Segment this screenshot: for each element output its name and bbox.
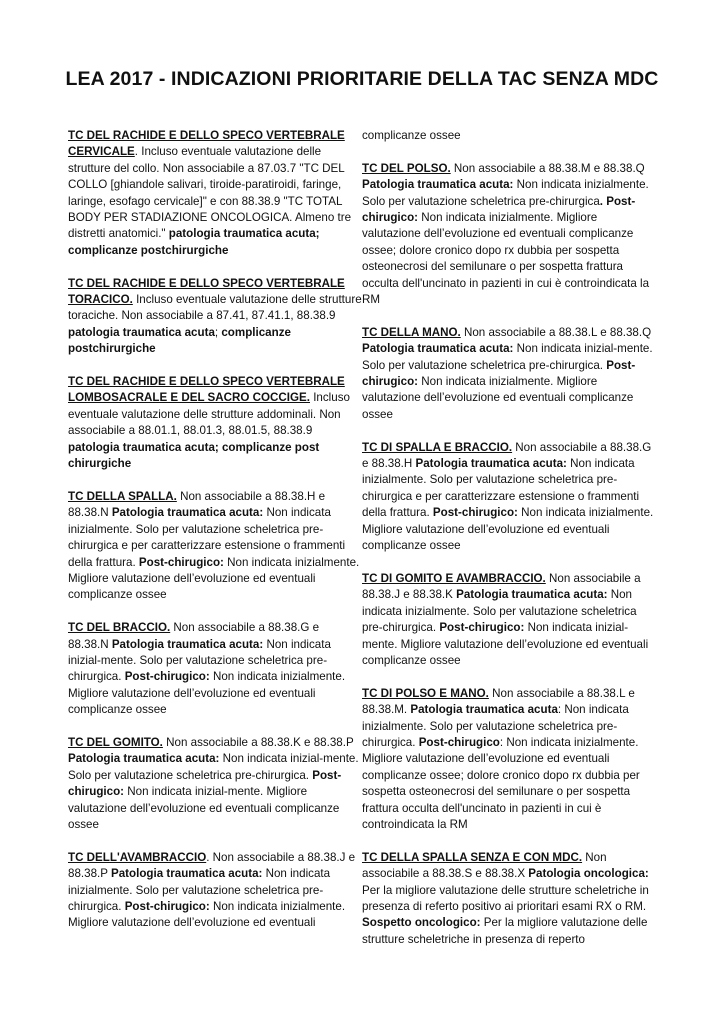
entry-label-traumatica: Patologia traumatica acuta: — [362, 342, 514, 356]
entry-label-sospetto: Sospetto oncologico: — [362, 916, 481, 930]
entry-body: Non associabile a 88.38.L e 88.38.Q — [460, 325, 652, 339]
entry-body-2: Per la migliore valutazione delle strutture scheletriche in presenza di referto positivo ai prioritari esami RX o RM. — [362, 883, 649, 913]
entry-body-2: Non indicata inizial-mente. Solo per valutazione scheletrica pre-chirurgica. — [68, 752, 359, 782]
entry-heading: TC DELLA SPALLA. — [68, 489, 177, 503]
entry-label-traumatica: Patologia traumatica acuta: — [111, 506, 264, 520]
entry-label-postchirurgico: Post-chirugico: — [432, 506, 518, 520]
entry-gomito-avambraccio — [362, 571, 656, 669]
entry-body: Non associabile a 88.38.G e 88.38.N — [68, 621, 320, 651]
left-column — [68, 128, 362, 932]
entry-body: Non associabile a 88.38.G e 88.38.H — [362, 440, 652, 471]
entry-rachide-toracico — [68, 276, 362, 358]
entry-spalla — [68, 489, 362, 604]
entry-heading: TC DI GOMITO E AVAMBRACCIO. — [362, 571, 546, 585]
entry-polso-mano — [362, 686, 656, 834]
entry-heading: TC DEL POLSO. — [362, 161, 451, 175]
entry-body-2: Non indicata inizialmente. Solo per valutazione scheletrica pre-chirurgica e per caratterizzare estensione o frammenti della frattura. — [362, 457, 640, 520]
entry-label-traumatica: Patologia traumatica acuta — [410, 703, 558, 717]
entry-body-3: Non indicata inizialmente. Migliore valutazione dell’evoluzione ed eventuali complicanze ossee — [362, 375, 634, 421]
entry-avambraccio — [68, 850, 362, 932]
entry-label-postchirurgico: Post-chirugico: — [362, 358, 636, 389]
entry-label-postchirurgico: Post-chirugico: — [124, 900, 210, 913]
entry-spalla-braccio — [362, 440, 656, 555]
entry-body-3: Non indicata inizialmente. Migliore valutazione dell’evoluzione ed eventuali complicanze ossee; dolore cronico dopo rx dubbia per sospetta osteonecrosi del semilunare o per sospetta frattura occulta dell'uncinato in pazienti in cui è controindicata la RM — [362, 211, 650, 307]
entry-label-traumatica: Patologia traumatica acuta: — [111, 637, 264, 651]
entry-heading: TC DEL RACHIDE E DELLO SPECO VERTEBRALE CERVICALE — [68, 129, 345, 159]
entry-heading: TC DELLA SPALLA SENZA E CON MDC. — [362, 850, 583, 864]
entry-heading: TC DEL RACHIDE E DELLO SPECO VERTEBRALE TORACICO. — [68, 276, 345, 307]
entry-body: Non associabile a 88.38.M e 88.38.Q — [450, 161, 645, 175]
entry-body-3: Per la migliore valutazione delle strutture scheletriche in presenza di reperto — [362, 916, 648, 946]
entry-heading: TC DELLA MANO. — [362, 325, 461, 339]
entry-label-traumatica: Patologia traumatica acuta: — [415, 457, 567, 471]
entry-body-3: : Non indicata inizialmente. Migliore valutazione dell’evoluzione ed eventuali complicanze ossee; dolore cronico dopo rx dubbia per sospetta osteonecrosi del semilunare o per sospetta frattura occulta dell'uncinato in pazienti in cui è controindicata la RM — [362, 735, 640, 831]
entry-heading: TC DELL'AVAMBRACCIO — [68, 850, 207, 864]
entry-heading: TC DEL GOMITO. — [68, 735, 163, 749]
right-column — [362, 128, 656, 948]
entry-body-2: Non indicata inizialmente. Solo per valutazione scheletrica pre-chirurgica. — [362, 588, 637, 635]
entry-body-3: Non indicata inizialmente. Migliore valutazione dell’evoluzione ed eventuali — [68, 900, 346, 930]
entry-rachide-cervicale — [68, 128, 362, 259]
entry-heading: TC DEL RACHIDE E DELLO SPECO VERTEBRALE LOMBOSACRALE E DEL SACRO COCCIGE. — [68, 375, 345, 405]
entry-indication-2: complicanze postchirurgiche — [68, 325, 291, 356]
entry-heading: TC DEL BRACCIO. — [68, 621, 171, 635]
entry-separator: ; — [214, 325, 222, 339]
entry-body-3: Non indicata inizialmente. Migliore valutazione dell’evoluzione ed eventuali complicanze ossee — [362, 506, 654, 553]
entry-continuation: complicanze ossee — [362, 129, 461, 142]
entry-heading: TC DI SPALLA E BRACCIO. — [362, 440, 513, 454]
entry-label-postchirurgico: Post-chirugico: — [138, 555, 224, 569]
entry-body: Non associabile a 88.38.S e 88.38.X — [362, 850, 607, 881]
entry-gomito — [68, 735, 362, 833]
entry-body: Non associabile a 88.38.J e 88.38.K — [362, 571, 641, 602]
entry-body-2: Non indicata inizialmente. Solo per valutazione scheletrica pre-chirurgica — [362, 178, 649, 208]
entry-body-3: Non indicata inizialmente. Migliore valutazione dell’evoluzione ed eventuali complicanze ossee — [68, 555, 360, 602]
entry-body: Incluso eventuale valutazione delle strutture toraciche. Non associabile a 87.41, 87.41.1, 88.38.9 — [68, 293, 362, 323]
entry-label-postchirurgico: . Post-chirugico: — [362, 194, 636, 225]
entry-indication: patologia traumatica acuta — [68, 325, 215, 339]
entry-body: Non associabile a 88.38.K e 88.38.P — [162, 735, 354, 749]
entry-rachide-lombosacrale — [68, 374, 362, 472]
entry-indication: patologia traumatica acuta; complicanze post chirurgiche — [68, 440, 320, 471]
entry-body-2: Non indicata inizial-mente. Solo per valutazione scheletrica pre-chirurgica. — [362, 342, 653, 372]
entry-body-3: Non indicata inizialmente. Migliore valutazione dell’evoluzione ed eventuali complicanze ossee — [68, 670, 346, 717]
entry-label-postchirurgico: Post-chirugico: — [124, 670, 210, 684]
entry-mano — [362, 325, 656, 423]
entry-body: Non associabile a 88.38.L e 88.38.M. — [362, 686, 635, 717]
entry-label-oncologica: Patologia oncologica: — [528, 867, 649, 881]
entry-body-3: Non indicata inizial-mente. Migliore valutazione dell’evoluzione ed eventuali complicanze ossee — [68, 785, 340, 831]
entry-body-2: Non indicata inizialmente. Solo per valutazione scheletrica pre-chirurgica e per caratterizzare estensione o frammenti della frattura. — [68, 506, 346, 569]
entry-label-traumatica: Patologia traumatica acuta: — [110, 867, 263, 881]
entry-heading: TC DI POLSO E MANO. — [362, 686, 489, 700]
entry-body: Incluso eventuale valutazione delle strutture addominali. Non associabile a 88.01.1, 88.01.3, 88.01.5, 88.38.9 — [68, 391, 350, 438]
entry-body: Non associabile a 88.38.H e 88.38.N — [68, 489, 326, 520]
entry-body: . Non associabile a 88.38.J e 88.38.P — [68, 850, 356, 881]
page-title: LEA 2017 - INDICAZIONI PRIORITARIE DELLA TAC SENZA MDC — [65, 68, 659, 90]
entry-indication: patologia traumatica acuta; complicanze postchirurgiche — [68, 227, 320, 257]
entry-body-2: Non indicata inizial-mente. Solo per valutazione scheletrica pre-chirurgica. — [68, 637, 331, 684]
entry-label-postchirurgico: Post-chirugico — [418, 735, 500, 749]
entry-label-traumatica: Patologia traumatica acuta: — [456, 588, 608, 602]
entry-label-traumatica: Patologia traumatica acuta: — [362, 178, 514, 192]
entry-label-postchirurgico: Post-chirugico: — [68, 768, 342, 799]
entry-label-postchirurgico: Post-chirugico: — [439, 621, 525, 635]
entry-body-2: Non indicata inizialmente. Solo per valutazione scheletrica pre-chirurgica. — [68, 867, 331, 913]
entry-body-3: Non indicata inizial-mente. Migliore valutazione dell’evoluzione ed eventuali complicanze ossee — [362, 621, 649, 667]
entry-heading-suffix: . — [134, 145, 139, 159]
entry-polso — [362, 161, 656, 309]
entry-body: Incluso eventuale valutazione delle strutture del collo. Non associabile a 87.03.7 "TC DEL COLLO [ghiandole salivari, tiroide-paratiroidi, faringe, laringe, esofago cervicale]" e con 88.38.9 "TC TOTAL BODY PER STADIAZIONE ONCOLOGICA. Almeno tre distretti anatomici." — [68, 145, 352, 241]
entry-spalla-mdc — [362, 850, 656, 948]
entry-braccio — [68, 620, 362, 718]
entry-body-2: : Non indicata inizialmente. Solo per valutazione scheletrica pre-chirurgica. — [362, 703, 629, 749]
entry-label-traumatica: Patologia traumatica acuta: — [68, 752, 220, 766]
